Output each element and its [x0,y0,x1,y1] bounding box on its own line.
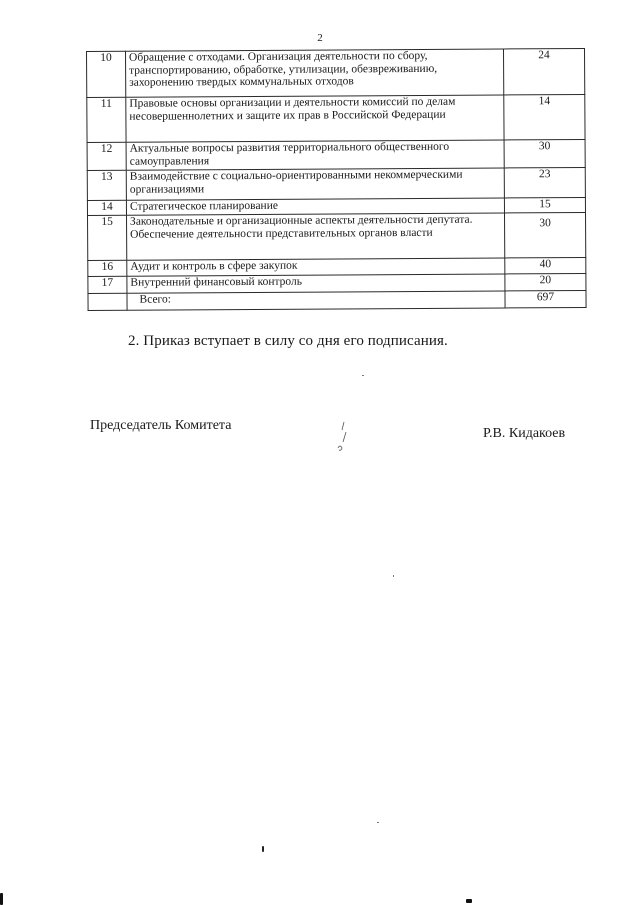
scan-speck [262,846,264,852]
row-hours: 40 [505,257,586,273]
row-title [127,213,505,260]
table-row [87,167,585,200]
row-number: 16 [88,260,127,276]
row-number: 15 [88,215,127,260]
total-row [88,290,586,310]
table-row [87,94,585,142]
row-number: 11 [87,97,126,142]
row-hours: 23 [504,167,585,197]
row-title: Внутренний финансовый контроль [127,274,505,293]
row-title: Актуальные вопросы развития территориального общественного самоуправления [126,140,504,170]
signature-mark [332,418,362,458]
row-number: 12 [87,142,126,170]
page-number: 2 [317,32,323,44]
table-row [88,212,586,260]
courses-table [86,48,587,311]
row-hours: 15 [504,197,585,212]
row-title: Стратегическое планирование [126,198,504,215]
scan-speck [0,893,3,905]
row-title: Обращение с отходами. Организация деятельности по сбору, транспортированию, обработке, утилизации, обезвреживанию, захоронению твердых коммунальных отходов [126,49,504,97]
scan-speck [377,822,379,823]
row-number: 13 [87,170,126,200]
row-title: Правовые основы организации и деятельности комиссий по делам несовершеннолетних и защите их прав в Российской Федерации [126,95,504,142]
row-number: 14 [87,200,126,215]
row-hours: 24 [503,48,584,94]
table-row [87,139,585,170]
scan-speck [466,899,472,903]
order-effective-text: 2. Приказ вступает в силу со дня его подписания. [128,333,448,349]
signatory-name: Р.В. Кидакоев [483,426,566,441]
row-hours: 30 [504,212,585,257]
row-number: 17 [88,276,127,293]
row-title-line: Обеспечение деятельности представительных органов власти [130,226,433,241]
signatory-position: Председатель Комитета [90,418,232,433]
row-title: Аудит и контроль в сфере закупок [127,258,505,276]
scan-speck [393,575,394,577]
total-label: Всего: [127,291,505,310]
row-title-line: Законодательные и организационные аспекты деятельности депутата. [130,213,473,228]
row-hours: 14 [504,94,585,139]
total-value: 697 [505,290,586,307]
row-hours: 20 [505,273,586,290]
row-title: Взаимодействие с социально-ориентированными некоммерческими организациями [126,168,504,200]
table-row [87,48,585,97]
scan-speck [362,375,364,376]
row-number: 10 [87,51,126,97]
row-hours: 30 [504,139,585,167]
total-number-cell [88,293,127,310]
